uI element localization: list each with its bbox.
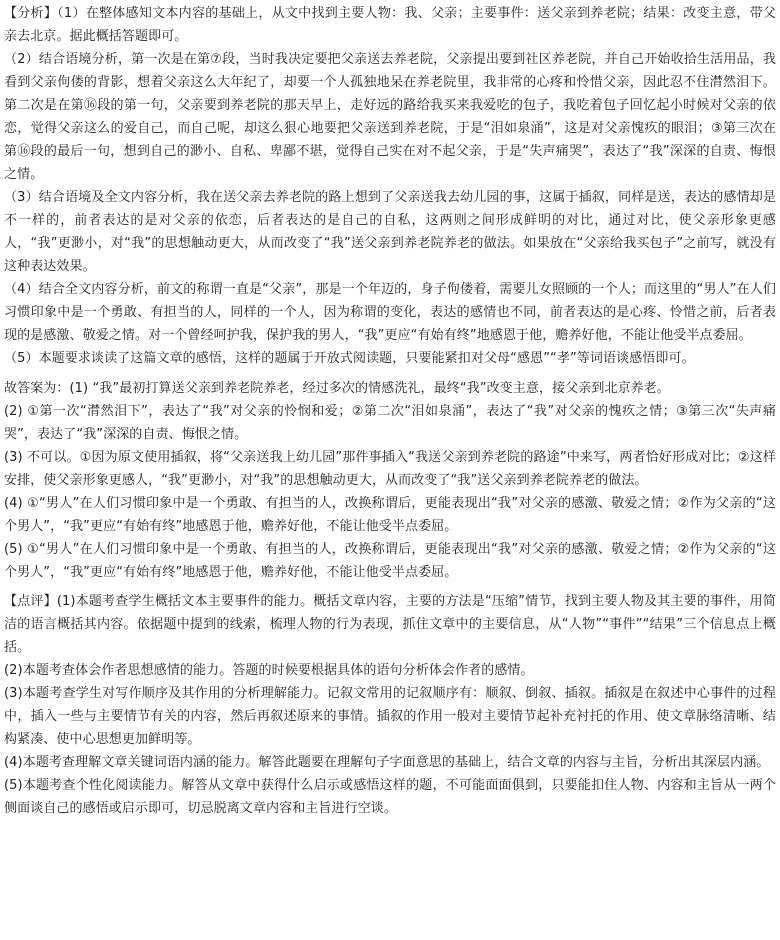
comment-paragraph-4: (4)本题考查理解文章关键词语内涵的能力。解答此题要在理解句子字面意思的基础上，结合文章的内容与主旨，分析出其深层内涵。 <box>4 755 770 770</box>
analysis-paragraph-3: （3）结合语境及全文内容分析，我在送父亲去养老院的路上想到了父亲送我去幼儿园的事，这属于插叙，同样是送，表达的感情却是不一样的，前者表达的是对父亲的依恋，后者表达的是自己的自私，这两则之间形成鲜明的对比，通过对比，使父亲形象更感人，“我”更渺小，对“我”的思想触动更大，从而改变了“我”送父亲到养老院养老的做法。如果放在“父亲给我买包子”之前写，就没有这种表达效果。 <box>4 190 776 274</box>
analysis-paragraph-4: （4）结合全文内容分析，前文的称谓一直是“父亲”，那是一个年迈的，身子佝偻着，需要儿女照顾的一个人；而这里的“男人”在人们习惯印象中是一个勇敢、有担当的人，同样的一个人，因为称谓的变化，表达的感情也不同，前者表达的是心疼、怜惜之前，后者表现的是感激、敬爱之情。对一个曾经呵护我，保护我的男人，“我”更应“有始有终”地感恩于他，赡养好他，不能让他受半点委屈。 <box>4 282 776 343</box>
answer-paragraph-4: (4) ①“男人”在人们习惯印象中是一个勇敢、有担当的人，改换称谓后，更能表现出“我”对父亲的感激、敬爱之情；②作为父亲的“这个男人”，“我”更应“有始有终”地感恩于他，赡养好他，不能让他受半点委屈。 <box>4 496 776 534</box>
analysis-paragraph-2: （2）结合语境分析，第一次是在第⑦段，当时我决定要把父亲送去养老院，父亲提出要到社区养老院，并自己开始收拾生活用品，我看到父亲佝偻的背影，想着父亲这么大年纪了，却要一个人孤独地呆在养老院里，我非常的心疼和怜惜父亲，因此忍不住潸然泪下。 第二次是在第⑯段的第一句，父亲要到养老院的那天早上，走好远的路给我买来我爱吃的包子，我吃着包子回忆起小时候对父亲的依恋，觉得父亲这么的爱自己，而自己呢，却这么狠心地要把父亲送到养老院，于是“泪如泉涌”，这是对父亲愧疚的眼泪；③第三次在第⑯段的最后一句，想到自己的渺小、自私、卑鄙不堪，觉得自己实在对不起父亲，于是“失声痛哭”，表达了“我”深深的自责、悔恨之情。 <box>4 52 776 182</box>
analysis-paragraph-5: （5）本题要求谈读了这篇文章的感悟，这样的题属于开放式阅读题，只要能紧扣对父母“感恩”“孝”等词语谈感悟即可。 <box>4 351 695 366</box>
comment-paragraph-5: (5)本题考查个性化阅读能力。解答从文章中获得什么启示或感悟这样的题，不可能面面俱到，只要能扣住人物、内容和主旨从一两个侧面谈自己的感悟或启示即可，切忌脱离文章内容和主旨进行空谈。 <box>4 778 776 816</box>
analysis-paragraph-1: 【分析】（1）在整体感知文本内容的基础上，从文中找到主要人物：我、父亲；主要事件：送父亲到养老院；结果：改变主意，带父亲去北京。据此概括答题即可。 <box>4 6 776 44</box>
answer-paragraph-2: (2) ①第一次“潸然泪下”，表达了“我”对父亲的怜悯和爱；②第二次“泪如泉涌”，表达了“我”对父亲的愧疚之情；③第三次“失声痛哭”，表达了“我”深深的自责、悔恨之情。 <box>4 404 776 442</box>
comment-paragraph-3: (3)本题考查学生对写作顺序及其作用的分析理解能力。记叙文常用的记叙顺序有：顺叙、倒叙、插叙。插叙是在叙述中心事件的过程中，插入一些与主要情节有关的内容，然后再叙述原来的事情。插叙的作用一般对主要情节起补充衬托的作用、使文章脉络清晰、结构紧凑、使中心思想更加鲜明等。 <box>4 686 776 747</box>
comments-section <box>4 590 776 820</box>
answer-paragraph-5: (5) ①“男人”在人们习惯印象中是一个勇敢、有担当的人，改换称谓后，更能表现出“我”对父亲的感激、敬爱之情；②作为父亲的“这个男人”，“我”更应“有始有终”地感恩于他，赡养好他，不能让他受半点委屈。 <box>4 542 776 580</box>
analysis-section <box>4 2 776 370</box>
answer-paragraph-3: (3) 不可以。①因为原文使用插叙，将“父亲送我上幼儿园”那件事插入“我送父亲到养老院的路途”中来写，两者恰好形成对比；②这样安排，使父亲形象更感人，“我”更渺小，对“我”的思想触动更大，从而改变了“我”送父亲到养老院养老的做法。 <box>4 450 776 488</box>
comment-paragraph-2: (2)本题考查体会作者思想感情的能力。答题的时候要根据具体的语句分析体会作者的感情。 <box>4 663 534 678</box>
comment-paragraph-1: 【点评】(1)本题考查学生概括文本主要事件的能力。概括文章内容，主要的方法是“压缩”情节，找到主要人物及其主要的事件，用简洁的语言概括其内容。依据题中提到的线索，梳理人物的行为表现，抓住文章中的主要信息，从“人物”“事件”“结果”三个信息点上概括。 <box>4 594 776 655</box>
answer-paragraph-1: 故答案为：(1) “我”最初打算送父亲到养老院养老，经过多次的情感洗礼，最终“我”改变主意，接父亲到北京养老。 <box>4 381 670 396</box>
answers-section <box>4 377 776 584</box>
